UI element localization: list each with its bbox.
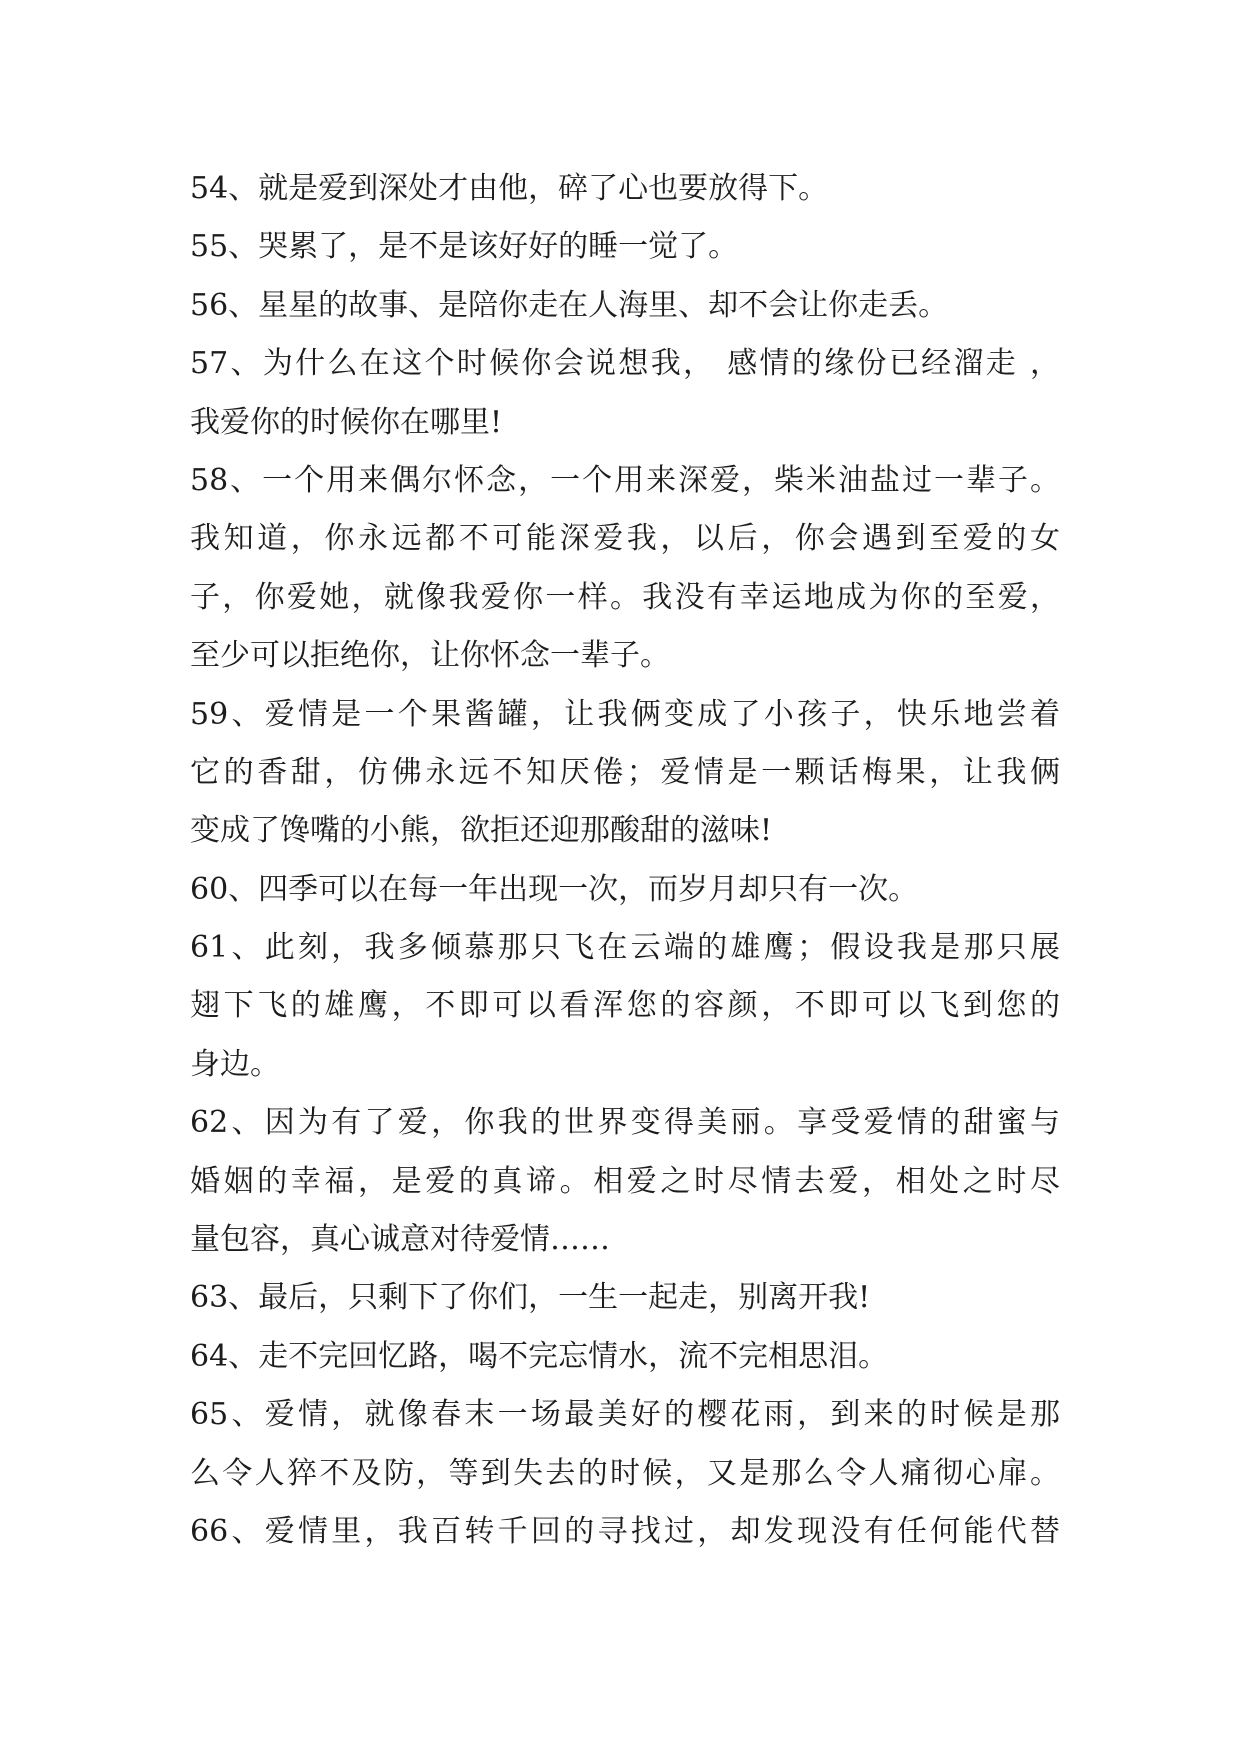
text-line: 量包容，真心诚意对待爱情…… <box>190 1222 610 1258</box>
text-line: 64、走不完回忆路，喝不完忘情水，流不完相思泪。 <box>190 1338 889 1374</box>
text-line: 60、四季可以在每一年出现一次，而岁月却只有一次。 <box>190 871 919 907</box>
text-line: 它的香甜，仿佛永远不知厌倦；爱情是一颗话梅果，让我俩 <box>190 754 1060 790</box>
text-line: 么令人猝不及防，等到失去的时候，又是那么令人痛彻心扉。 <box>190 1455 1060 1491</box>
text-line: 翅下飞的雄鹰，不即可以看浑您的容颜，不即可以飞到您的 <box>190 988 1060 1024</box>
text-line: 65、爱情，就像春末一场最美好的樱花雨，到来的时候是那 <box>190 1397 1060 1433</box>
text-line: 至少可以拒绝你，让你怀念一辈子。 <box>190 638 670 674</box>
document-body <box>190 160 1060 1561</box>
text-line: 子，你爱她，就像我爱你一样。我没有幸运地成为你的至爱， <box>190 579 1060 615</box>
text-line: 57、为什么在这个时候你会说想我， 感情的缘份已经溜走 ， <box>190 346 1060 382</box>
text-line: 变成了馋嘴的小熊，欲拒还迎那酸甜的滋味! <box>190 813 773 849</box>
text-line: 婚姻的幸福，是爱的真谛。相爱之时尽情去爱，相处之时尽 <box>190 1163 1060 1199</box>
text-line: 66、爱情里，我百转千回的寻找过，却发现没有任何能代替 <box>190 1513 1060 1549</box>
text-line: 59、爱情是一个果酱罐，让我俩变成了小孩子，快乐地尝着 <box>190 696 1060 732</box>
text-line: 55、哭累了，是不是该好好的睡一觉了。 <box>190 229 739 265</box>
text-line: 我爱你的时候你在哪里! <box>190 404 503 440</box>
text-line: 我知道，你永远都不可能深爱我，以后，你会遇到至爱的女 <box>190 521 1060 557</box>
text-line: 56、星星的故事、是陪你走在人海里、却不会让你走丢。 <box>190 287 949 323</box>
text-line: 63、最后，只剩下了你们，一生一起走，别离开我! <box>190 1280 871 1316</box>
text-line: 58、一个用来偶尔怀念，一个用来深爱，柴米油盐过一辈子。 <box>190 462 1060 498</box>
text-line: 62、因为有了爱，你我的世界变得美丽。享受爱情的甜蜜与 <box>190 1105 1060 1141</box>
text-line: 身边。 <box>190 1046 280 1082</box>
text-line: 61、此刻，我多倾慕那只飞在云端的雄鹰；假设我是那只展 <box>190 930 1060 966</box>
text-line: 54、就是爱到深处才由他，碎了心也要放得下。 <box>190 171 829 206</box>
